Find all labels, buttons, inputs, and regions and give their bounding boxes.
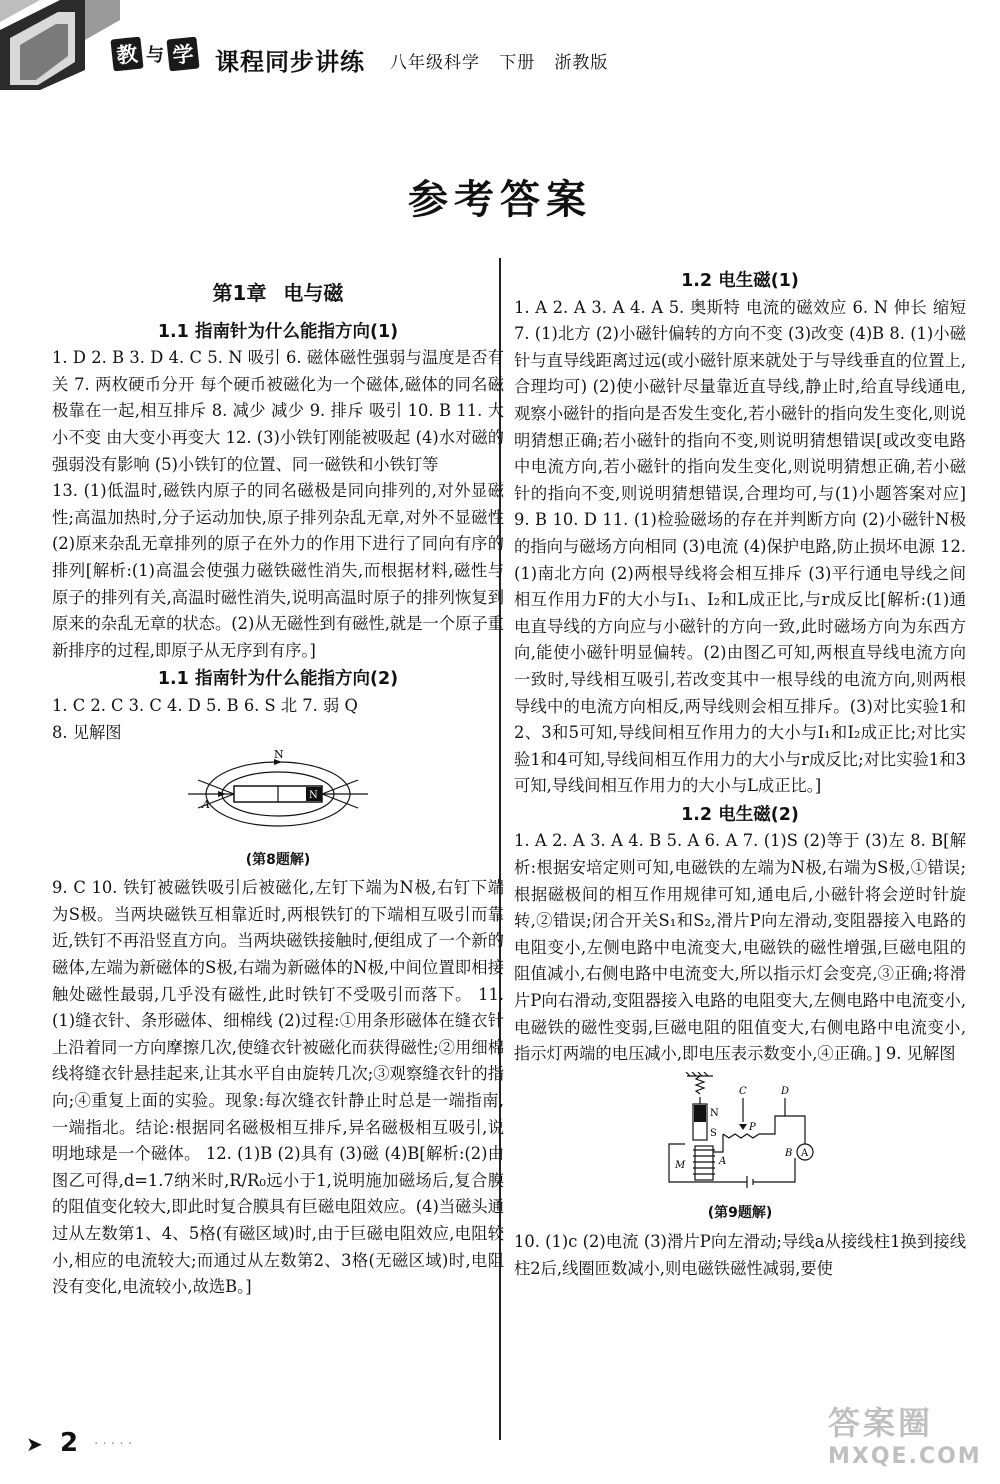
- answer-text: 10. (1)c (2)电流 (3)滑片P向左滑动;导线a从接线柱1换到接线柱2后,线圈匝数减小,则电磁铁磁性减弱,要使: [514, 1232, 966, 1278]
- section-heading: 1.1 指南针为什么能指方向(1): [157, 321, 399, 342]
- figure-caption: (第9题解): [707, 1205, 773, 1222]
- section-heading: 1.2 电生磁(1): [681, 271, 799, 291]
- fig9-label: M: [675, 1159, 686, 1171]
- fig9-label: A: [719, 1155, 727, 1167]
- series-title: 课程同步讲练: [215, 48, 365, 76]
- page-number: 2: [60, 1428, 79, 1458]
- answer-block: [52, 345, 504, 664]
- answer-text: 13. (1)低温时,磁铁内原子的同名磁极是同向排列的,对外显磁性;高温加热时,分子运动加快,原子排列杂乱无章,对外不显磁性 (2)原来杂乱无章排列的原子在外力的作用下进行了同向有序的排列[解析:(1)高温会使强力磁铁磁性消失,而根据材料,磁性与原子的排列有关,高温时磁性消失,说明高温时原子的排列恢复到原来的杂乱无章的状态。(2)从无磁性到有磁性,就是一个原子重新排序的过程,即原子从无序到有序。]: [52, 481, 504, 660]
- fig8-label-n: N: [274, 750, 284, 762]
- book-subtitle: 八年级科学 下册 浙教版: [390, 53, 609, 73]
- brand-logo: [112, 34, 198, 74]
- ammeter-label: A: [801, 1147, 809, 1159]
- answer-text: 1. A 2. A 3. A 4. A 5. 奥斯特 电流的磁效应 6. N 伸长 缩短 7. (1)北方 (2)小磁针偏转的方向不变 (3)改变 (4)B 8. (1)小磁针与直导线距离过远(或小磁针原来就处于与导线垂直的位置上,合理均可) (2)使小磁针尽量靠近直导线,静止时,给直导线通电,观察小磁针的指向是否发生变化,若小磁针的指向发生变化,则说明猜想正确;若小磁针的指向不变,则说明猜想错误[或改变电路中电流方向,若小磁针的指向发生变化,则说明猜想正确,若小磁针的指向不变,则说明猜想错误,合理均可,与(1)小题答案对应] 9. B 10. D 11. (1)检验磁场的存在并判断方向 (2)小磁针N极的指向与磁场方向相同 (3)电流 (4)保护电路,防止损坏电源 12. (1)南北方向 (2)两根导线将会相互排斥 (3)平行通电导线之间相互作用力F的大小与I₁、I₂和L成正比,与r成反比[解析:(1)通电直导线的方向应与小磁针的方向一致,此时磁场方向为东西方向,能使小磁针明显偏转。(2)由图乙可知,两根直导线电流方向一致时,导线相互吸引,若改变其中一根导线的电流方向,则两根导线中的电流方向相反,两导线则会相互排斥。(3)对比实验1和2、3和5可知,导线间相互作用力的大小与I₁和I₂成正比;对比实验1和4可知,导线间相互作用力的大小与r成反比;对比实验1和3可知,导线间相互作用力的大小与L成正比。]: [514, 297, 966, 796]
- page-dots-decoration: ·····: [94, 1436, 137, 1452]
- fig8-label-n: N: [309, 790, 318, 802]
- electromagnet-circuit-diagram: [655, 1072, 825, 1192]
- fig9-label: N: [710, 1107, 719, 1119]
- watermark-text: 答案圈: [828, 1404, 934, 1442]
- answer-block: [514, 1229, 966, 1282]
- section-heading: 1.2 电生磁(2): [681, 804, 799, 825]
- fig8-label-a: A: [202, 798, 210, 812]
- answer-text: 1. A 2. A 3. A 4. B 5. A 6. A 7. (1)S (2)等于 (3)左 8. B[解析:根据安培定则可知,电磁铁的左端为N极,右端为S极,①错误;根据磁极间的相互作用规律可知,通电后,小磁针将会逆时针旋转,②错误;闭合开关S₁和S₂,滑片P向左滑动,变阻器接入电路的电阻变小,左侧电路中电流变大,电磁铁的磁性增强,巨磁电阻的阻值减小,右侧电路中电流变大,所以指示灯会变亮,③正确;将滑片P向右滑动,变阻器接入电路的电阻变大,左侧电路中电流变小,电磁铁的磁性变弱,巨磁电阻的阻值变大,右侧电路中电流变小,指示灯两端的电压减小,即电压表示数变小,④正确。] 9. 见解图: [514, 831, 966, 1064]
- brand-char: 学: [166, 37, 199, 72]
- figure-9: [514, 1072, 966, 1227]
- chapter-heading: 第1章 电与磁: [212, 281, 344, 305]
- watermark-url: MXQE.COM: [828, 1444, 982, 1469]
- book-logo-graphic: [0, 0, 120, 90]
- answer-block: [514, 828, 966, 1067]
- section-heading: 1.1 指南针为什么能指方向(2): [157, 669, 399, 690]
- right-column: [514, 266, 966, 1282]
- answer-block: [52, 693, 504, 746]
- fig9-label: C: [739, 1085, 747, 1097]
- brand-char: 与: [146, 45, 164, 66]
- watermark-logo: [828, 1398, 988, 1478]
- page-title: 参考答案: [408, 177, 592, 223]
- fig9-label: P: [749, 1121, 756, 1133]
- figure-caption: (第8题解): [245, 851, 311, 868]
- answer-text: 1. D 2. B 3. D 4. C 5. N 吸引 6. 磁体磁性强弱与温度是否有关 7. 两枚硬币分开 每个硬币被磁化为一个磁体,磁体的同名磁极靠在一起,相互排斥 8. 减少 减少 9. 排斥 吸引 10. B 11. 大小不变 由大变小再变大 12. (3)小铁钉刚能被吸起 (4)水对磁的强弱没有影响 (5)小铁钉的位置、同一磁铁和小铁钉等: [52, 348, 504, 474]
- fig9-label: S: [710, 1127, 717, 1139]
- answer-text: 8. 见解图: [52, 722, 122, 742]
- fig9-label: B: [785, 1147, 793, 1159]
- figure-8: [52, 750, 504, 873]
- magnetic-field-diagram: [178, 750, 378, 838]
- left-column: [52, 270, 504, 1301]
- fig9-label: D: [781, 1085, 790, 1097]
- page-arrow-icon: ➤: [26, 1432, 43, 1456]
- answer-block: [514, 295, 966, 800]
- brand-char: 教: [110, 37, 143, 72]
- answer-block: [52, 875, 504, 1301]
- page-header: [0, 0, 1000, 90]
- answer-text: 1. C 2. C 3. C 4. D 5. B 6. S 北 7. 弱 Q: [52, 695, 358, 715]
- answer-text: 9. C 10. 铁钉被磁铁吸引后被磁化,左钉下端为N极,右钉下端为S极。当两块磁铁互相靠近时,两根铁钉的下端相互吸引而靠近,铁钉不再沿竖直方向。当两块磁铁接触时,便组成了一个新的磁体,左端为新磁体的S极,右端为新磁体的N极,中间位置即相接触处磁性最弱,几乎没有磁性,此时铁钉不受吸引而落下。 11. (1)缝衣针、条形磁体、细棉线 (2)过程:①用条形磁体在缝衣针上沿着同一方向摩擦几次,使缝衣针被磁化而获得磁性;②用细棉线将缝衣针悬挂起来,让其水平自由旋转几次;③观察缝衣针的指向;④重复上面的实验。现象:每次缝衣针静止时总是一端指南,一端指北。结论:根据同名磁极相互排斥,异名磁极相互吸引,说明地球是一个磁体。 12. (1)B (2)具有 (3)磁 (4)B[解析:(2)由图乙可得,d=1.7纳米时,R/R₀远小于1,说明施加磁场后,复合膜的阻值变化较大,即此时复合膜具有巨磁电阻效应。(4)当磁头通过从左数第1、4、5格(有磁区域)时,由于巨磁电阻效应,电阻较小,相应的电流较大;而通过从左数第2、3格(无磁区域)时,电阻没有变化,电流较小,故选B。]: [52, 878, 504, 1297]
